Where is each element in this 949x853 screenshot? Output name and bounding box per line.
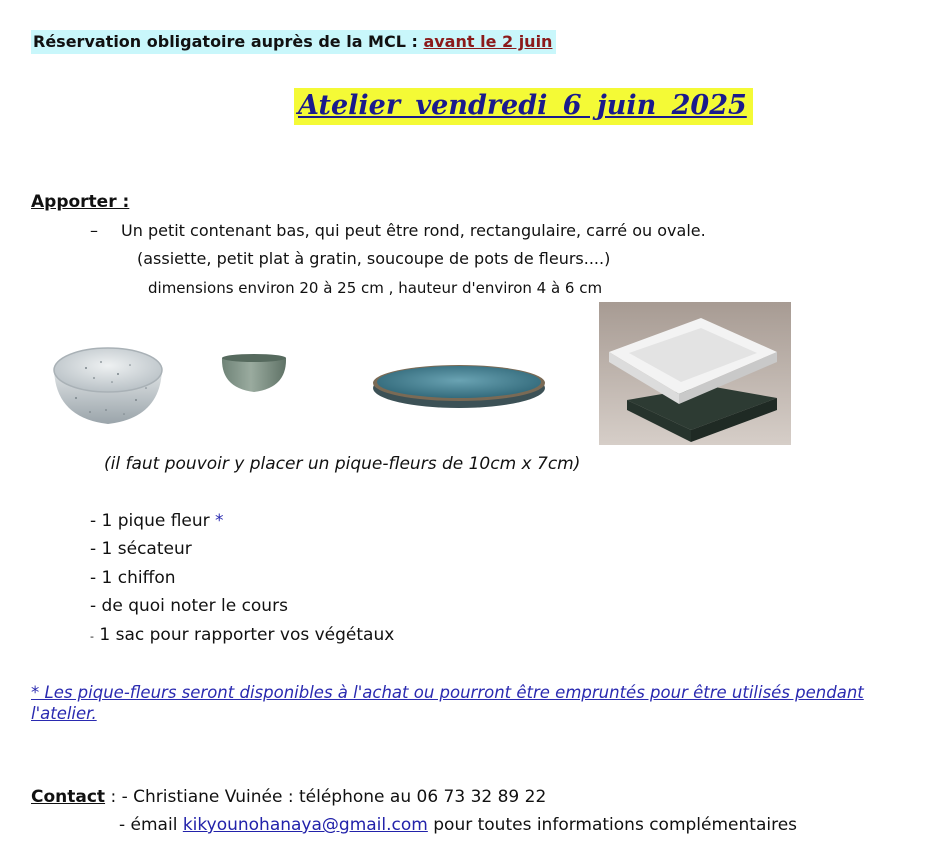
list-item: - de quoi noter le cours (90, 596, 288, 616)
speckled-bowl-image (46, 338, 170, 428)
footnote-text: * Les pique-fleurs seront disponibles à l'achat ou pourront être empruntés pour être utilisés pendant l'atelier. (31, 683, 864, 723)
list-item (90, 511, 224, 531)
reservation-label: Réservation obligatoire auprès de la MCL : (33, 32, 424, 51)
contact-email-line (119, 815, 797, 835)
blue-dish-image (370, 360, 548, 410)
list-item: - 1 chiffon (90, 568, 176, 588)
apporter-examples: (assiette, petit plat à gratin, soucoupe de pots de fleurs....) (137, 249, 611, 268)
apporter-item-main: Un petit contenant bas, qui peut être rond, rectangulaire, carré ou ovale. (121, 221, 706, 240)
contact-line (31, 787, 546, 807)
email-suffix: pour toutes informations complémentaires (427, 815, 798, 835)
apporter-heading: Apporter : (31, 192, 130, 212)
list-item (90, 625, 394, 645)
square-tray-image (599, 302, 791, 445)
list-item-text: 1 sac pour rapporter vos végétaux (99, 625, 395, 645)
list-item-text: - 1 pique fleur (90, 511, 216, 531)
list-item-dash: - (90, 630, 94, 643)
list-item: - 1 sécateur (90, 539, 192, 559)
reservation-banner (31, 30, 556, 54)
apporter-dimensions: dimensions environ 20 à 25 cm , hauteur d'environ 4 à 6 cm (148, 279, 603, 297)
pique-size-note: (il faut pouvoir y placer un pique-fleurs de 10cm x 7cm) (104, 454, 581, 474)
reservation-deadline: avant le 2 juin (423, 32, 553, 51)
contact-phone-line: : - Christiane Vuinée : téléphone au 06 73 32 89 22 (105, 787, 547, 807)
green-pot-image (219, 352, 289, 394)
footnote-marker: * (215, 511, 224, 531)
email-prefix: - émail (119, 815, 183, 835)
apporter-bullet: – (90, 221, 98, 240)
page-title: Atelier vendredi 6 juin 2025 (294, 88, 753, 125)
contact-label: Contact (31, 787, 106, 807)
email-link[interactable]: kikyounohanaya@gmail.com (182, 815, 428, 835)
